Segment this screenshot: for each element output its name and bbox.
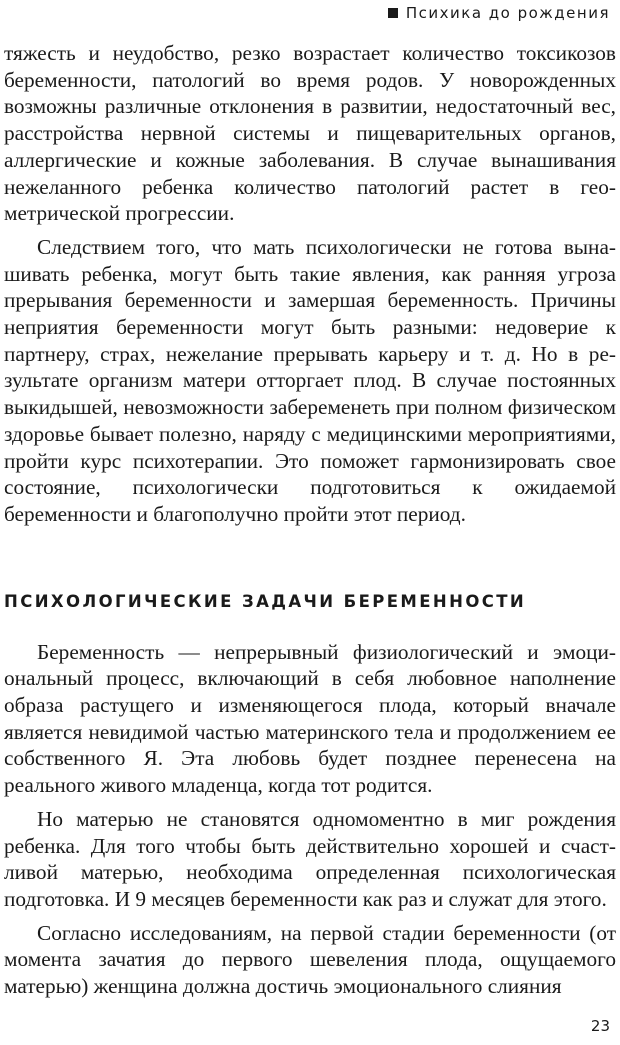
page-number: 23: [590, 1017, 610, 1035]
section-paragraph-1: Беременность — непрерывный физиологический и эмоциональный процесс, включающий в себя любовное наполнение образа растущего и изменяющегося плода, который вначале является невидимой частью материнского тела и продолжением ее собственного Я. Эта любовь будет позднее перенесена на реального живого младенца, когда тот родится.: [4, 639, 616, 798]
running-title: Психика до рождения: [405, 4, 610, 22]
section-paragraph-2: Но матерью не становятся одномоментно в миг рождения ребенка. Для того чтобы быть действительно хорошей и счастливой матерью, необходима определенная психологическая подготовка. И 9 месяцев беременности как раз и служат для этого.: [4, 806, 616, 911]
section-paragraph-3: Согласно исследованиям, на первой стадии беременности (от момента зачатия до первого шевеления плода, ощущаемого матерью) женщина должна достичь эмоционального слияния: [4, 920, 616, 999]
page-body: [4, 40, 616, 1007]
body-paragraph-1: тяжесть и неудобство, резко возрастает количество токсикозов беременности, патологий во время родов. У новорожденных возможны различные отклонения в развитии, недостаточный вес, расстройства нервной системы и пищеварительных органов, аллергические и кожные заболевания. В случае вынашивания нежеланного ребенка количество патологий растет в геометрической прогрессии.: [4, 41, 616, 226]
section-heading: ПСИХОЛОГИЧЕСКИЕ ЗАДАЧИ БЕРЕМЕННОСТИ: [4, 591, 527, 611]
body-paragraph-2: Следствием того, что мать психологически не готова вынашивать ребенка, могут быть такие явления, как ранняя угроза прерывания беременности и замершая беременность. Причины неприятия беременности могут быть разными: недоверие к партнеру, страх, нежелание прерывать карьеру и т. д. Но в результате организм матери отторгает плод. В случае постоянных выкидышей, невозможности забеременеть при полном физическом здоровье бывает полезно, наряду с медицинскими мероприятиями, пройти курс психотерапии. Это поможет гармонизировать свое состояние, психологически подготовиться к ожидаемой беременности и благополучно пройти этот период.: [4, 234, 616, 526]
running-head: [388, 4, 610, 22]
square-bullet-icon: [388, 8, 398, 18]
